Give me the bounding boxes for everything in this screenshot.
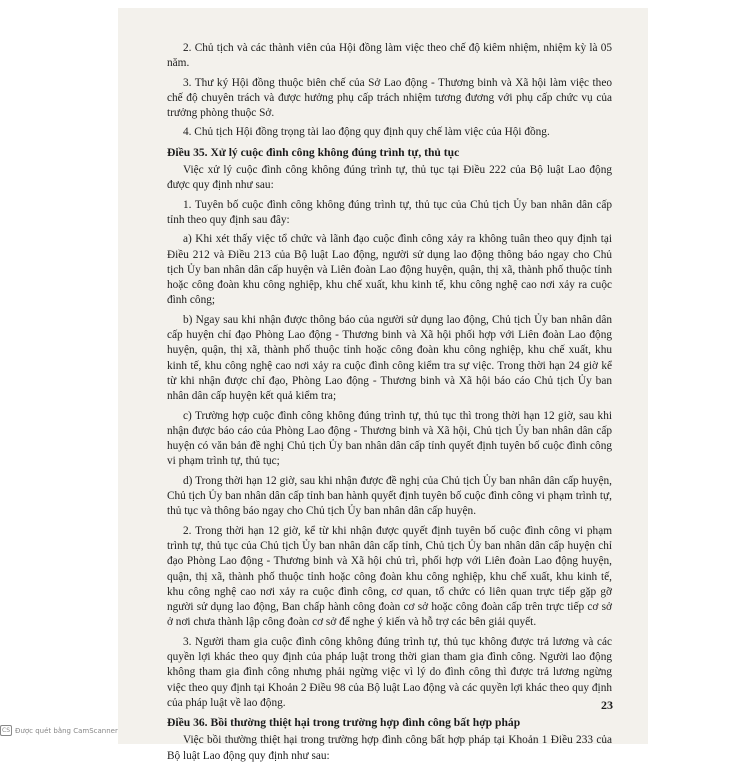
scanner-watermark <box>0 725 118 736</box>
camscanner-logo-icon: CS <box>2 727 10 734</box>
paragraph: 3. Thư ký Hội đồng thuộc biên chế của Sở Lao động - Thương binh và Xã hội làm việc theo chế độ chuyên trách và được hưởng phụ cấp trách nhiệm tương đương với phụ cấp chức vụ của trưởng phòng thuộc Sở. <box>167 76 612 120</box>
document-page <box>118 8 648 762</box>
article-heading: Điều 36. Bồi thường thiệt hại trong trường hợp đình công bất hợp pháp <box>167 716 521 730</box>
paragraph: 1. Tuyên bố cuộc đình công không đúng trình tự, thủ tục của Chủ tịch Ủy ban nhân dân cấp tỉnh theo quy định sau đây: <box>167 198 612 226</box>
paragraph: b) Ngay sau khi nhận được thông báo của người sử dụng lao động, Chủ tịch Ủy ban nhân dân cấp huyện chỉ đạo Phòng Lao động - Thương binh và Xã hội phối hợp với Liên đoàn Lao động huyện, quận, thị xã, thành phố thuộc tỉnh hoặc công đoàn khu công nghiệp, khu chế xuất, khu kinh tế, khu công nghệ cao nơi xảy ra cuộc đình công kiểm tra sự việc. Trong thời hạn 24 giờ kể từ khi nhận được chỉ đạo, Phòng Lao động - Thương binh và Xã hội báo cáo Chủ tịch Ủy ban nhân dân cấp huyện kết quả kiểm tra; <box>167 313 612 403</box>
document-body <box>167 41 612 768</box>
article-heading: Điều 35. Xử lý cuộc đình công không đúng trình tự, thủ tục <box>167 145 460 159</box>
paragraph: Việc bồi thường thiệt hại trong trường hợp đình công bất hợp pháp tại Khoản 1 Điều 233 của Bộ luật Lao động quy định như sau: <box>167 734 612 762</box>
paragraph: 3. Người tham gia cuộc đình công không đúng trình tự, thủ tục không được trả lương và các quyền lợi khác theo quy định của pháp luật trong thời gian tham gia đình công. Người lao động không tham gia đình công nhưng phải ngừng việc vì lý do đình công thì được trả lương ngừng việc theo quy định tại Khoản 2 Điều 98 của Bộ luật Lao động và các quyền lợi khác theo quy định của pháp luật về lao động. <box>167 635 612 709</box>
page-number: 23 <box>601 698 613 712</box>
paragraph: a) Khi xét thấy việc tổ chức và lãnh đạo cuộc đình công xảy ra không tuân theo quy định tại Điều 212 và Điều 213 của Bộ luật Lao động, người sử dụng lao động thông báo ngay cho Chủ tịch Ủy ban nhân dân cấp huyện và Liên đoàn Lao động huyện, quận, thị xã, thành phố thuộc tỉnh hoặc công đoàn khu công nghiệp, khu chế xuất, khu kinh tế, khu công nghệ cao nơi xảy ra cuộc đình công; <box>167 233 612 307</box>
paragraph: d) Trong thời hạn 12 giờ, sau khi nhận được đề nghị của Chủ tịch Ủy ban nhân dân cấp huyện, Chủ tịch Ủy ban nhân dân cấp tỉnh ban hành quyết định tuyên bố cuộc đình công vi phạm trình tự, thủ tục và thông báo ngay cho Chủ tịch Ủy ban nhân dân cấp huyện. <box>167 474 612 518</box>
paragraph: 4. Chủ tịch Hội đồng trọng tài lao động quy định quy chế làm việc của Hội đồng. <box>183 126 550 139</box>
paragraph: 2. Chủ tịch và các thành viên của Hội đồng làm việc theo chế độ kiêm nhiệm, nhiệm kỳ là 05 năm. <box>167 42 612 70</box>
paragraph: 2. Trong thời hạn 12 giờ, kể từ khi nhận được quyết định tuyên bố cuộc đình công vi phạm trình tự, thủ tục của Chủ tịch Ủy ban nhân dân cấp tỉnh, Chủ tịch Ủy ban nhân dân cấp huyện chỉ đạo Phòng Lao động - Thương binh và Xã hội chủ trì, phối hợp với Liên đoàn Lao động huyện, quận, thị xã, thành phố thuộc tỉnh hoặc công đoàn khu công nghiệp, khu chế xuất, khu kinh tế, khu công nghệ cao nơi xảy ra cuộc đình công, cơ quan, tổ chức có liên quan trực tiếp gặp gỡ người sử dụng lao động, Ban chấp hành công đoàn cơ sở hoặc công đoàn cấp trên trực tiếp cơ sở ở nơi chưa thành lập công đoàn cơ sở để nghe ý kiến và hỗ trợ các bên giải quyết. <box>167 524 612 629</box>
paragraph: c) Trường hợp cuộc đình công không đúng trình tự, thủ tục thì trong thời hạn 12 giờ, sau khi nhận được báo cáo của Phòng Lao động - Thương binh và Xã hội, Chủ tịch Ủy ban nhân dân cấp huyện có văn bản đề nghị Chủ tịch Ủy ban nhân dân cấp tỉnh quyết định tuyên bố cuộc đình công vi phạm trình tự, thủ tục; <box>167 409 612 468</box>
scanner-watermark-text: Được quét bằng CamScanner <box>15 726 118 735</box>
paragraph: Việc xử lý cuộc đình công không đúng trình tự, thủ tục tại Điều 222 của Bộ luật Lao động được quy định như sau: <box>167 164 612 192</box>
